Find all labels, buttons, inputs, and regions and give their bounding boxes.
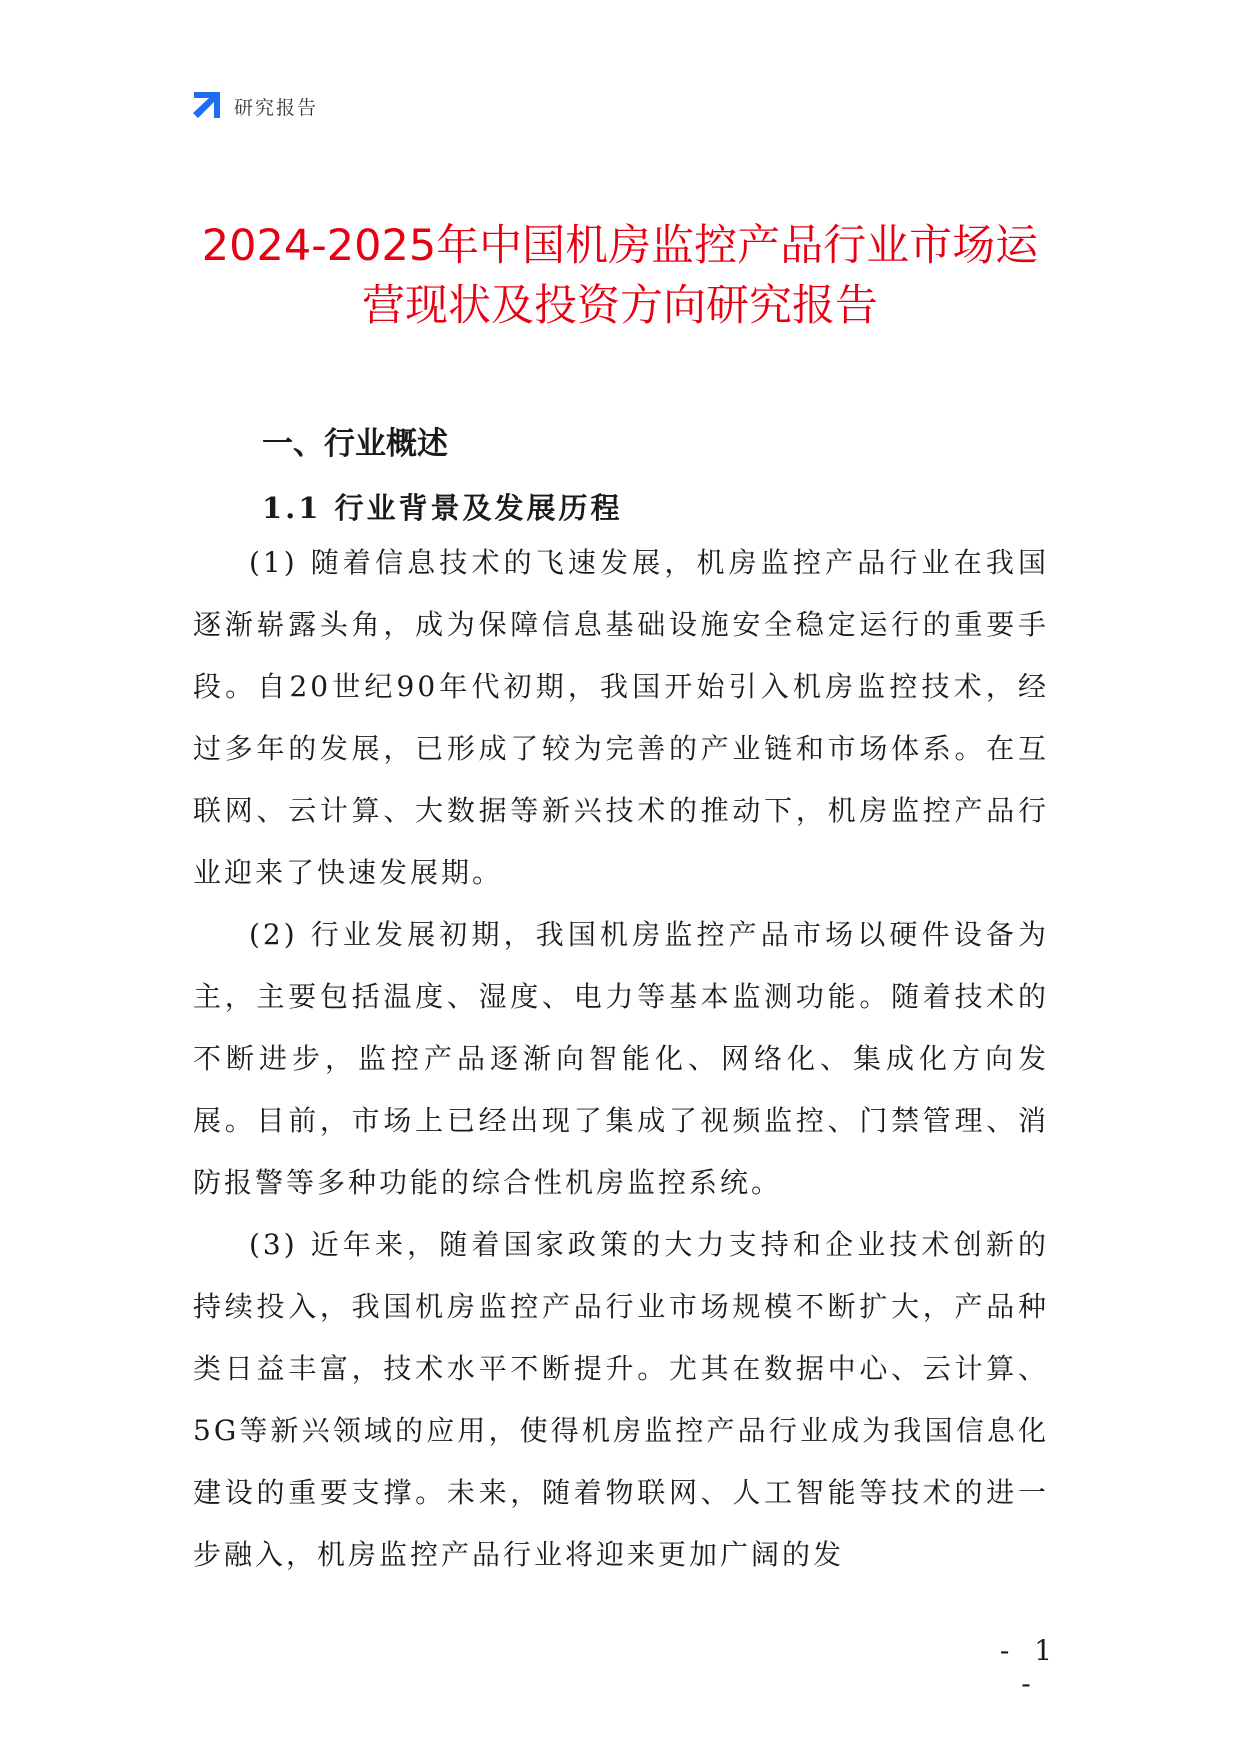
sub-heading: 1.1 行业背景及发展历程 (262, 491, 623, 525)
section-heading: 一、行业概述 (262, 426, 448, 462)
paragraph-text: (2) 行业发展初期，我国机房监控产品市场以硬件设备为主，主要包括温度、湿度、电力等基本监测功能。随着技术的不断进步，监控产品逐渐向智能化、网络化、集成化方向发展。目前，市场上已经出现了集成了视频监控、门禁管理、消防报警等多种功能的综合性机房监控系统。 (193, 918, 1049, 1199)
paragraph-text: (3) 近年来，随着国家政策的大力支持和企业技术创新的持续投入，我国机房监控产品行业市场规模不断扩大，产品种类日益丰富，技术水平不断提升。尤其在数据中心、云计算、5G等新兴领域的应用，使得机房监控产品行业成为我国信息化建设的重要支撑。未来，随着物联网、人工智能等技术的进一步融入，机房监控产品行业将迎来更加广阔的发 (193, 1228, 1049, 1571)
title-line-2: 营现状及投资方向研究报告 (362, 281, 878, 331)
header-label: 研究报告 (234, 96, 319, 119)
title-line-1: 2024-2025年中国机房监控产品行业市场运 (201, 221, 1039, 271)
document-title (180, 216, 1060, 336)
page-number: - 1 - (999, 1634, 1061, 1700)
page-header (190, 90, 318, 122)
body-paragraph-3 (193, 1214, 1049, 1586)
body-paragraph-1 (193, 532, 1049, 904)
body-paragraph-2 (193, 904, 1049, 1214)
arrow-up-right-logo-icon (190, 90, 222, 122)
paragraph-text: (1) 随着信息技术的飞速发展，机房监控产品行业在我国逐渐崭露头角，成为保障信息基础设施安全稳定运行的重要手段。自20世纪90年代初期，我国开始引入机房监控技术，经过多年的发展，已形成了较为完善的产业链和市场体系。在互联网、云计算、大数据等新兴技术的推动下，机房监控产品行业迎来了快速发展期。 (193, 546, 1049, 889)
